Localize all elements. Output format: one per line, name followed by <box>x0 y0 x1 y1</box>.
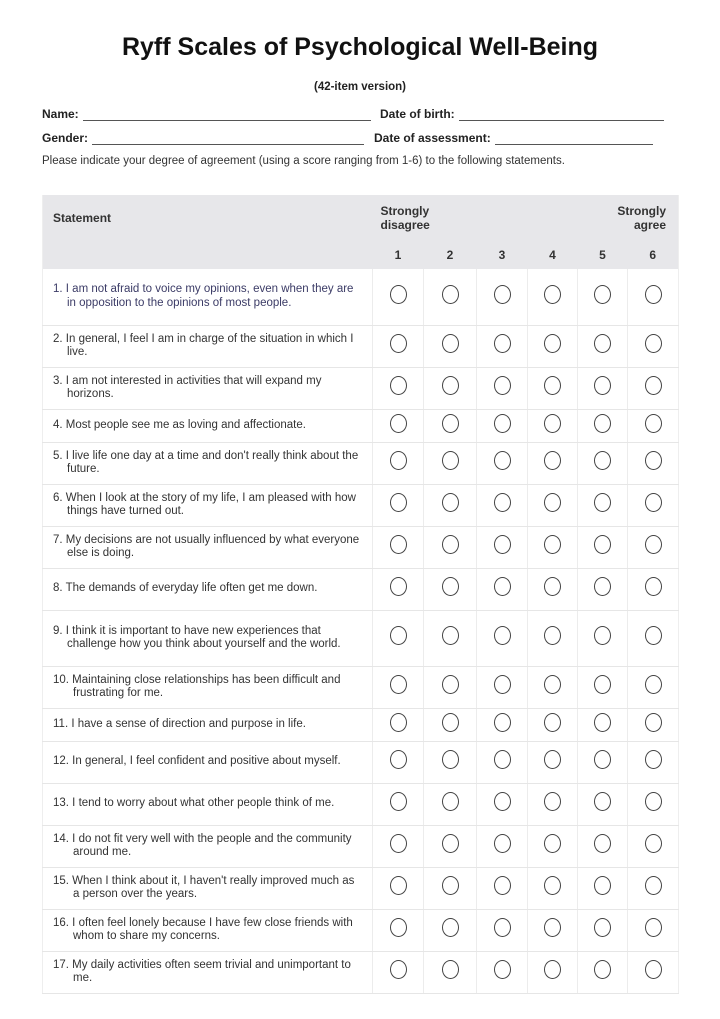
rating-cell <box>578 783 628 825</box>
rating-cell <box>528 867 578 909</box>
rating-cell <box>424 666 477 708</box>
radio-option-6[interactable] <box>645 960 662 979</box>
doa-field[interactable] <box>374 131 653 145</box>
rating-cell <box>477 367 528 409</box>
statement-cell <box>43 666 373 708</box>
radio-option-3[interactable] <box>494 451 511 470</box>
rating-cell <box>373 867 424 909</box>
rating-cell <box>424 325 477 367</box>
radio-option-4[interactable] <box>544 960 561 979</box>
radio-option-6[interactable] <box>645 285 662 304</box>
radio-option-6[interactable] <box>645 414 662 433</box>
radio-option-6[interactable] <box>645 792 662 811</box>
radio-option-4[interactable] <box>544 675 561 694</box>
rating-cell <box>477 442 528 484</box>
rating-cell <box>424 568 477 610</box>
table-row <box>43 741 679 783</box>
radio-option-6[interactable] <box>645 334 662 353</box>
radio-option-4[interactable] <box>544 493 561 512</box>
rating-cell <box>477 325 528 367</box>
rating-cell <box>477 484 528 526</box>
radio-option-3[interactable] <box>494 918 511 937</box>
statement-cell <box>43 741 373 783</box>
rating-cell <box>424 367 477 409</box>
radio-option-3[interactable] <box>494 626 511 645</box>
radio-option-5[interactable] <box>594 918 611 937</box>
rating-cell <box>578 568 628 610</box>
radio-option-4[interactable] <box>544 414 561 433</box>
radio-option-2[interactable] <box>442 376 459 395</box>
rating-cell <box>628 568 679 610</box>
radio-option-1[interactable] <box>390 918 407 937</box>
statement-text: 4. Most people see me as loving and affectionate. <box>53 418 306 431</box>
radio-option-4[interactable] <box>544 376 561 395</box>
rating-cell <box>528 909 578 951</box>
rating-cell <box>628 269 679 325</box>
radio-option-4[interactable] <box>544 918 561 937</box>
radio-option-6[interactable] <box>645 750 662 769</box>
radio-option-2[interactable] <box>442 675 459 694</box>
radio-option-2[interactable] <box>442 792 459 811</box>
rating-cell <box>528 825 578 867</box>
rating-cell <box>373 909 424 951</box>
radio-option-1[interactable] <box>390 334 407 353</box>
rating-cell <box>424 526 477 568</box>
radio-option-2[interactable] <box>442 713 459 732</box>
table-row <box>43 610 679 666</box>
table-row <box>43 325 679 367</box>
radio-option-1[interactable] <box>390 675 407 694</box>
statement-cell <box>43 825 373 867</box>
statement-cell <box>43 269 373 325</box>
table-row <box>43 867 679 909</box>
rating-cell <box>528 325 578 367</box>
radio-option-6[interactable] <box>645 834 662 853</box>
radio-option-6[interactable] <box>645 713 662 732</box>
scale-header-6: 6 <box>628 241 679 269</box>
statement-text: 7. My decisions are not usually influenced by what everyone else is doing. <box>53 533 360 559</box>
statement-cell <box>43 951 373 993</box>
radio-option-1[interactable] <box>390 876 407 895</box>
rating-cell <box>628 867 679 909</box>
rating-cell <box>373 951 424 993</box>
rating-cell <box>373 325 424 367</box>
statement-cell <box>43 409 373 442</box>
radio-option-3[interactable] <box>494 535 511 554</box>
radio-option-4[interactable] <box>544 792 561 811</box>
statement-text: 9. I think it is important to have new experiences that challenge how you think about yourself and the world. <box>53 624 341 650</box>
radio-option-5[interactable] <box>594 960 611 979</box>
rating-cell <box>477 909 528 951</box>
page-title: Ryff Scales of Psychological Well-Being <box>121 33 599 61</box>
radio-option-1[interactable] <box>390 960 407 979</box>
radio-option-5[interactable] <box>594 577 611 596</box>
statement-text: 16. I often feel lonely because I have few close friends with whom to share my concerns. <box>53 916 353 942</box>
radio-option-5[interactable] <box>594 876 611 895</box>
rating-cell <box>578 325 628 367</box>
table-row <box>43 951 679 993</box>
radio-option-2[interactable] <box>442 535 459 554</box>
doa-label: Date of assessment: <box>374 131 491 145</box>
rating-cell <box>628 484 679 526</box>
rating-cell <box>528 666 578 708</box>
statement-text: 14. I do not fit very well with the people and the community around me. <box>53 832 352 858</box>
rating-table <box>42 195 679 994</box>
radio-option-4[interactable] <box>544 876 561 895</box>
radio-option-3[interactable] <box>494 960 511 979</box>
rating-cell <box>477 708 528 741</box>
radio-option-2[interactable] <box>442 918 459 937</box>
rating-cell <box>424 269 477 325</box>
radio-option-4[interactable] <box>544 451 561 470</box>
statement-cell <box>43 442 373 484</box>
rating-cell <box>424 708 477 741</box>
doa-input-line[interactable] <box>495 133 653 145</box>
scale-header-4: 4 <box>528 241 578 269</box>
statement-cell <box>43 909 373 951</box>
rating-cell <box>628 825 679 867</box>
rating-cell <box>477 951 528 993</box>
rating-cell <box>477 526 528 568</box>
rating-cell <box>528 783 578 825</box>
radio-option-1[interactable] <box>390 577 407 596</box>
scale-header-2: 2 <box>424 241 477 269</box>
radio-option-5[interactable] <box>594 285 611 304</box>
name-field[interactable] <box>42 107 371 121</box>
radio-option-3[interactable] <box>494 876 511 895</box>
rating-cell <box>628 909 679 951</box>
rating-cell <box>477 867 528 909</box>
radio-option-6[interactable] <box>645 675 662 694</box>
radio-option-5[interactable] <box>594 750 611 769</box>
statement-cell <box>43 783 373 825</box>
rating-cell <box>528 367 578 409</box>
rating-cell <box>628 951 679 993</box>
statement-text: 5. I live life one day at a time and don't really think about the future. <box>53 449 359 475</box>
scale-header-5: 5 <box>578 241 628 269</box>
radio-option-3[interactable] <box>494 493 511 512</box>
rating-cell <box>373 708 424 741</box>
rating-cell <box>528 610 578 666</box>
radio-option-4[interactable] <box>544 626 561 645</box>
rating-cell <box>578 442 628 484</box>
radio-option-3[interactable] <box>494 675 511 694</box>
rating-cell <box>424 484 477 526</box>
rating-cell <box>578 484 628 526</box>
statement-cell <box>43 867 373 909</box>
rating-cell <box>424 951 477 993</box>
radio-option-2[interactable] <box>442 414 459 433</box>
rating-cell <box>477 568 528 610</box>
statement-text: 3. I am not interested in activities that will expand my horizons. <box>53 374 322 400</box>
rating-cell <box>628 741 679 783</box>
radio-option-5[interactable] <box>594 675 611 694</box>
strongly-disagree-label: Strongly disagree <box>373 195 477 241</box>
rating-cell <box>528 409 578 442</box>
radio-option-6[interactable] <box>645 535 662 554</box>
radio-option-1[interactable] <box>390 493 407 512</box>
rating-cell <box>373 825 424 867</box>
radio-option-6[interactable] <box>645 876 662 895</box>
radio-option-5[interactable] <box>594 493 611 512</box>
table-row <box>43 568 679 610</box>
rating-cell <box>578 526 628 568</box>
statement-text: 12. In general, I feel confident and positive about myself. <box>53 755 341 768</box>
table-row <box>43 783 679 825</box>
statement-text: 6. When I look at the story of my life, I am pleased with how things have turned out. <box>53 491 356 517</box>
radio-option-1[interactable] <box>390 626 407 645</box>
radio-option-1[interactable] <box>390 414 407 433</box>
radio-option-5[interactable] <box>594 792 611 811</box>
statement-text: 8. The demands of everyday life often get me down. <box>53 582 318 595</box>
rating-cell <box>424 610 477 666</box>
table-row <box>43 909 679 951</box>
radio-option-6[interactable] <box>645 493 662 512</box>
dob-label: Date of birth: <box>380 107 455 121</box>
radio-option-2[interactable] <box>442 285 459 304</box>
radio-option-2[interactable] <box>442 960 459 979</box>
statement-text: 10. Maintaining close relationships has been difficult and frustrating for me. <box>53 673 341 699</box>
rating-cell <box>477 409 528 442</box>
rating-cell <box>578 367 628 409</box>
dob-field[interactable] <box>380 107 664 121</box>
radio-option-1[interactable] <box>390 792 407 811</box>
rating-cell <box>528 741 578 783</box>
rating-cell <box>528 951 578 993</box>
rating-cell <box>373 409 424 442</box>
gender-label: Gender: <box>42 131 89 145</box>
rating-cell <box>424 867 477 909</box>
radio-option-6[interactable] <box>645 577 662 596</box>
radio-option-2[interactable] <box>442 451 459 470</box>
rating-cell <box>528 442 578 484</box>
rating-cell <box>578 708 628 741</box>
rating-cell <box>373 741 424 783</box>
scale-header-3: 3 <box>477 241 528 269</box>
rating-cell <box>373 526 424 568</box>
radio-option-3[interactable] <box>494 713 511 732</box>
radio-option-5[interactable] <box>594 376 611 395</box>
gender-field[interactable] <box>42 131 364 145</box>
rating-cell <box>628 409 679 442</box>
statement-cell <box>43 568 373 610</box>
rating-cell <box>528 526 578 568</box>
table-row <box>43 442 679 484</box>
rating-cell <box>373 484 424 526</box>
radio-option-6[interactable] <box>645 918 662 937</box>
rating-cell <box>528 269 578 325</box>
table-row <box>43 269 679 325</box>
rating-cell <box>578 867 628 909</box>
rating-cell <box>424 741 477 783</box>
rating-cell <box>628 610 679 666</box>
radio-option-2[interactable] <box>442 876 459 895</box>
rating-cell <box>578 666 628 708</box>
rating-cell <box>373 269 424 325</box>
radio-option-6[interactable] <box>645 376 662 395</box>
rating-cell <box>373 367 424 409</box>
instructions: Please indicate your degree of agreement (using a score ranging from 1-6) to the following statements. <box>42 155 565 167</box>
rating-cell <box>424 825 477 867</box>
gender-input-line[interactable] <box>92 133 364 145</box>
rating-cell <box>528 568 578 610</box>
radio-option-5[interactable] <box>594 535 611 554</box>
statement-cell <box>43 526 373 568</box>
rating-cell <box>373 442 424 484</box>
radio-option-4[interactable] <box>544 713 561 732</box>
radio-option-2[interactable] <box>442 493 459 512</box>
radio-option-4[interactable] <box>544 577 561 596</box>
radio-option-6[interactable] <box>645 451 662 470</box>
radio-option-2[interactable] <box>442 577 459 596</box>
rating-cell <box>578 951 628 993</box>
rating-cell <box>477 825 528 867</box>
radio-option-2[interactable] <box>442 626 459 645</box>
name-input-line[interactable] <box>83 109 371 121</box>
radio-option-2[interactable] <box>442 750 459 769</box>
rating-cell <box>424 409 477 442</box>
radio-option-3[interactable] <box>494 792 511 811</box>
radio-option-1[interactable] <box>390 750 407 769</box>
radio-option-1[interactable] <box>390 834 407 853</box>
rating-cell <box>424 783 477 825</box>
statement-text: 11. I have a sense of direction and purpose in life. <box>53 717 306 730</box>
statement-text: 13. I tend to worry about what other people think of me. <box>53 797 335 810</box>
rating-cell <box>628 783 679 825</box>
dob-input-line[interactable] <box>459 109 664 121</box>
rating-cell <box>578 741 628 783</box>
rating-cell <box>628 708 679 741</box>
radio-option-3[interactable] <box>494 376 511 395</box>
radio-option-3[interactable] <box>494 334 511 353</box>
radio-option-3[interactable] <box>494 414 511 433</box>
radio-option-4[interactable] <box>544 285 561 304</box>
rating-cell <box>424 442 477 484</box>
radio-option-5[interactable] <box>594 713 611 732</box>
rating-cell <box>528 708 578 741</box>
radio-option-1[interactable] <box>390 376 407 395</box>
rating-cell <box>373 610 424 666</box>
rating-cell <box>628 325 679 367</box>
rating-cell <box>477 269 528 325</box>
statement-text: 15. When I think about it, I haven't really improved much as a person over the years. <box>53 874 355 900</box>
radio-option-6[interactable] <box>645 626 662 645</box>
radio-option-1[interactable] <box>390 285 407 304</box>
radio-option-5[interactable] <box>594 451 611 470</box>
rating-cell <box>628 367 679 409</box>
version-subtitle: (42-item version) <box>313 81 407 93</box>
rating-cell <box>424 909 477 951</box>
rating-cell <box>578 909 628 951</box>
rating-cell <box>477 666 528 708</box>
statement-cell <box>43 325 373 367</box>
name-label: Name: <box>42 107 79 121</box>
scale-header-1: 1 <box>373 241 424 269</box>
rating-cell <box>528 484 578 526</box>
table-row <box>43 666 679 708</box>
radio-option-3[interactable] <box>494 834 511 853</box>
rating-cell <box>373 666 424 708</box>
rating-cell <box>628 666 679 708</box>
radio-option-1[interactable] <box>390 451 407 470</box>
rating-cell <box>578 269 628 325</box>
radio-option-4[interactable] <box>544 834 561 853</box>
radio-option-4[interactable] <box>544 334 561 353</box>
table-row <box>43 526 679 568</box>
rating-cell <box>477 741 528 783</box>
table-row <box>43 484 679 526</box>
rating-cell <box>628 442 679 484</box>
statement-text: 2. In general, I feel I am in charge of the situation in which I live. <box>53 332 354 358</box>
radio-option-3[interactable] <box>494 577 511 596</box>
radio-option-5[interactable] <box>594 414 611 433</box>
statement-cell <box>43 610 373 666</box>
radio-option-2[interactable] <box>442 834 459 853</box>
strongly-agree-label: Strongly agree <box>578 195 679 241</box>
radio-option-5[interactable] <box>594 334 611 353</box>
statement-cell <box>43 367 373 409</box>
radio-option-3[interactable] <box>494 750 511 769</box>
table-row <box>43 825 679 867</box>
statement-text: 17. My daily activities often seem trivial and unimportant to me. <box>53 958 351 984</box>
statement-cell <box>43 708 373 741</box>
radio-option-5[interactable] <box>594 626 611 645</box>
statement-text: 1. I am not afraid to voice my opinions, even when they are in opposition to the opinions of most people. <box>53 283 354 309</box>
radio-option-2[interactable] <box>442 334 459 353</box>
rating-cell <box>477 783 528 825</box>
rating-cell <box>578 409 628 442</box>
table-row <box>43 409 679 442</box>
radio-option-4[interactable] <box>544 535 561 554</box>
radio-option-5[interactable] <box>594 834 611 853</box>
statement-cell <box>43 484 373 526</box>
radio-option-1[interactable] <box>390 535 407 554</box>
radio-option-1[interactable] <box>390 713 407 732</box>
rating-cell <box>373 568 424 610</box>
rating-cell <box>373 783 424 825</box>
radio-option-3[interactable] <box>494 285 511 304</box>
table-row <box>43 708 679 741</box>
rating-cell <box>477 610 528 666</box>
rating-cell <box>578 825 628 867</box>
rating-cell <box>628 526 679 568</box>
rating-cell <box>578 610 628 666</box>
statement-header: Statement <box>43 195 373 241</box>
radio-option-4[interactable] <box>544 750 561 769</box>
table-row <box>43 367 679 409</box>
